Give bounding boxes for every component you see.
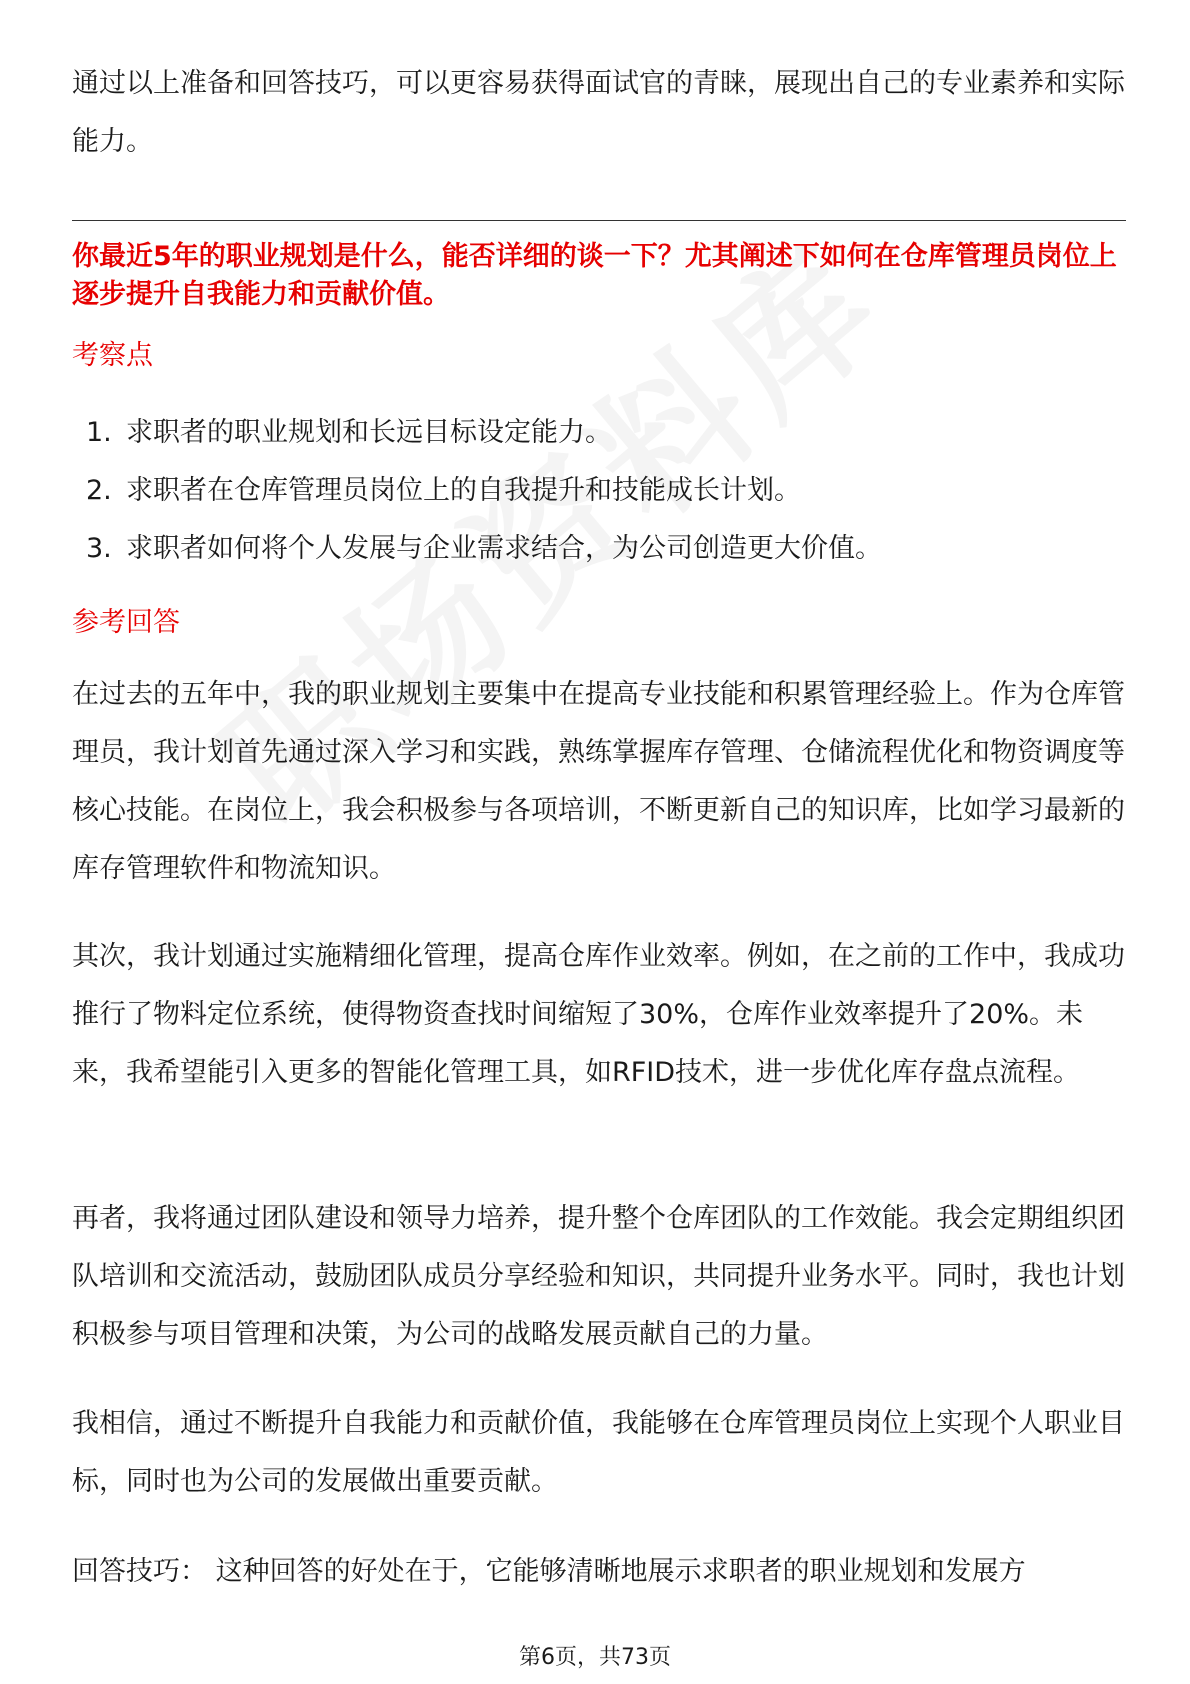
list-item-text: 求职者的职业规划和长远目标设定能力。 <box>126 417 612 448</box>
list-item-number: 1. <box>86 417 112 448</box>
answer-paragraph: 在过去的五年中，我的职业规划主要集中在提高专业技能和积累管理经验上。作为仓库管理员，我计划首先通过深入学习和实践，熟练掌握库存管理、仓储流程优化和物资调度等核心技能。在岗位上，我会积极参与各项培训，不断更新自己的知识库，比如学习最新的库存管理软件和物流知识。 <box>72 679 1125 884</box>
section-divider <box>72 220 1126 221</box>
list-item-number: 3. <box>86 533 112 564</box>
answer-paragraph: 再者，我将通过团队建设和领导力培养，提升整个仓库团队的工作效能。我会定期组织团队培训和交流活动，鼓励团队成员分享经验和知识，共同提升业务水平。同时，我也计划积极参与项目管理和决策，为公司的战略发展贡献自己的力量。 <box>72 1203 1125 1350</box>
answer-tips-paragraph: 回答技巧： 这种回答的好处在于，它能够清晰地展示求职者的职业规划和发展方 <box>72 1556 1026 1587</box>
reference-answer-heading: 参考回答 <box>72 607 180 638</box>
page-number: 第6页，共73页 <box>519 1645 671 1670</box>
list-item <box>72 404 1126 462</box>
list-item-text: 求职者如何将个人发展与企业需求结合，为公司创造更大价值。 <box>126 533 882 564</box>
answer-paragraph: 我相信，通过不断提升自我能力和贡献价值，我能够在仓库管理员岗位上实现个人职业目标，同时也为公司的发展做出重要贡献。 <box>72 1408 1125 1497</box>
list-item <box>72 462 1126 520</box>
list-item <box>72 520 1126 578</box>
intro-paragraph: 通过以上准备和回答技巧，可以更容易获得面试官的青睐，展现出自己的专业素养和实际能力。 <box>72 68 1125 157</box>
assessment-list <box>72 404 1126 578</box>
answer-paragraph: 其次，我计划通过实施精细化管理，提高仓库作业效率。例如，在之前的工作中，我成功推行了物料定位系统，使得物资查找时间缩短了30%，仓库作业效率提升了20%。未来，我希望能引入更多的智能化管理工具，如RFID技术，进一步优化库存盘点流程。 <box>72 941 1125 1088</box>
question-heading: 你最近5年的职业规划是什么，能否详细的谈一下？尤其阐述下如何在仓库管理员岗位上逐步提升自我能力和贡献价值。 <box>72 241 1117 310</box>
list-item-text: 求职者在仓库管理员岗位上的自我提升和技能成长计划。 <box>126 475 801 506</box>
list-item-number: 2. <box>86 475 112 506</box>
assessment-heading: 考察点 <box>72 340 153 371</box>
